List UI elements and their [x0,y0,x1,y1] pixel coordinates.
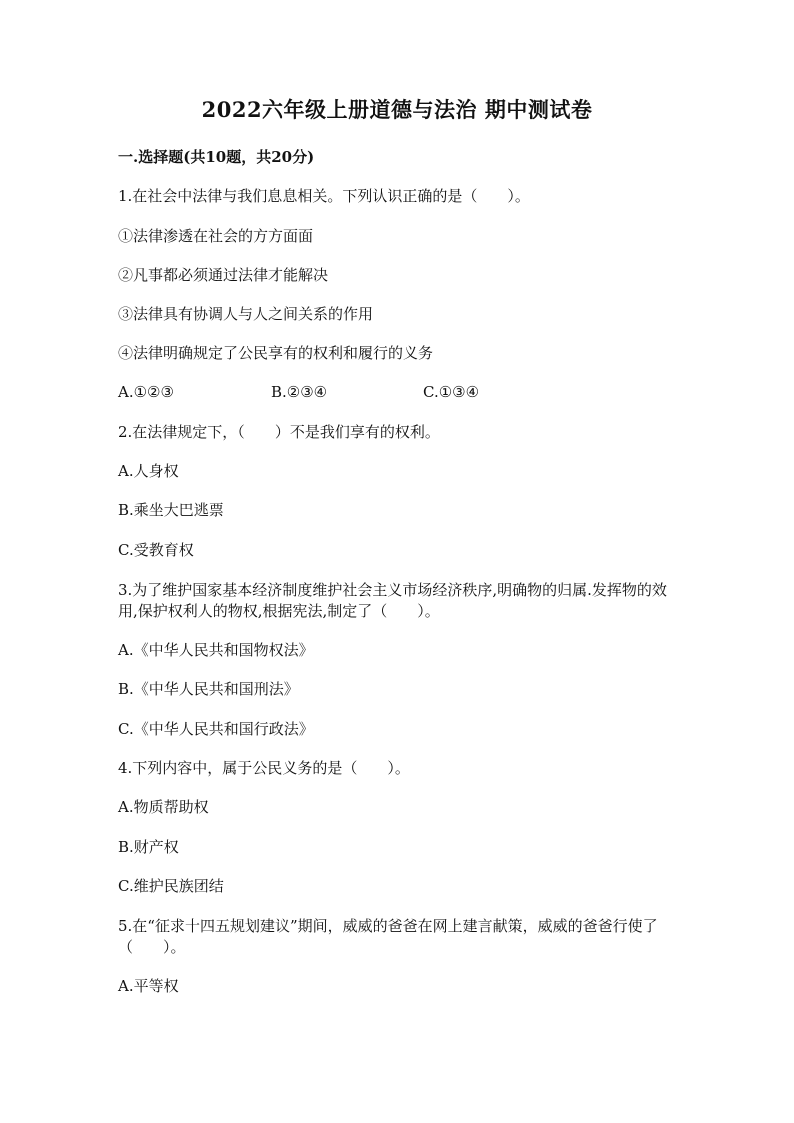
question-3-option-c: C.《中华人民共和国行政法》 [118,720,314,738]
question-5-stem: 5.在“征求十四五规划建议”期间，威威的爸爸在网上建言献策，威威的爸爸行使了（ ）。 [118,917,658,956]
question-1-option-c: C.①③④ [423,383,480,401]
question-5-option-a: A.平等权 [118,977,179,995]
question-1-option-a: A.①②③ [118,383,174,401]
question-3-stem: 3.为了维护国家基本经济制度维护社会主义市场经济秩序,明确物的归属.发挥物的效用,保护权利人的物权,根据宪法,制定了（ ）。 [118,581,667,620]
question-2-option-b: B.乘坐大巴逃票 [118,501,224,519]
section-heading: 一.选择题(共10题，共20分) [118,148,315,166]
question-1-statement-2: ②凡事都必须通过法律才能解决 [118,266,329,284]
question-4-option-a: A.物质帮助权 [118,798,209,816]
question-1-statement-3: ③法律具有协调人与人之间关系的作用 [118,305,374,323]
question-4-option-c: C.维护民族团结 [118,877,224,895]
question-1-statement-1: ①法律渗透在社会的方方面面 [118,227,314,245]
page-title: 2022六年级上册道德与法治 期中测试卷 [201,97,593,122]
question-2-option-a: A.人身权 [118,462,179,480]
question-1-statement-4: ④法律明确规定了公民享有的权利和履行的义务 [118,344,434,362]
question-2-stem: 2.在法律规定下，（ ）不是我们享有的权利。 [118,423,440,441]
question-2-option-c: C.受教育权 [118,541,194,559]
question-4-stem: 4.下列内容中，属于公民义务的是（ ）。 [118,759,410,777]
question-1-option-b: B.②③④ [271,383,328,401]
question-4-option-b: B.财产权 [118,838,179,856]
question-3-option-b: B.《中华人民共和国刑法》 [118,680,299,698]
question-3-option-a: A.《中华人民共和国物权法》 [118,641,314,659]
question-1-stem: 1.在社会中法律与我们息息相关。下列认识正确的是（ ）。 [118,187,530,205]
